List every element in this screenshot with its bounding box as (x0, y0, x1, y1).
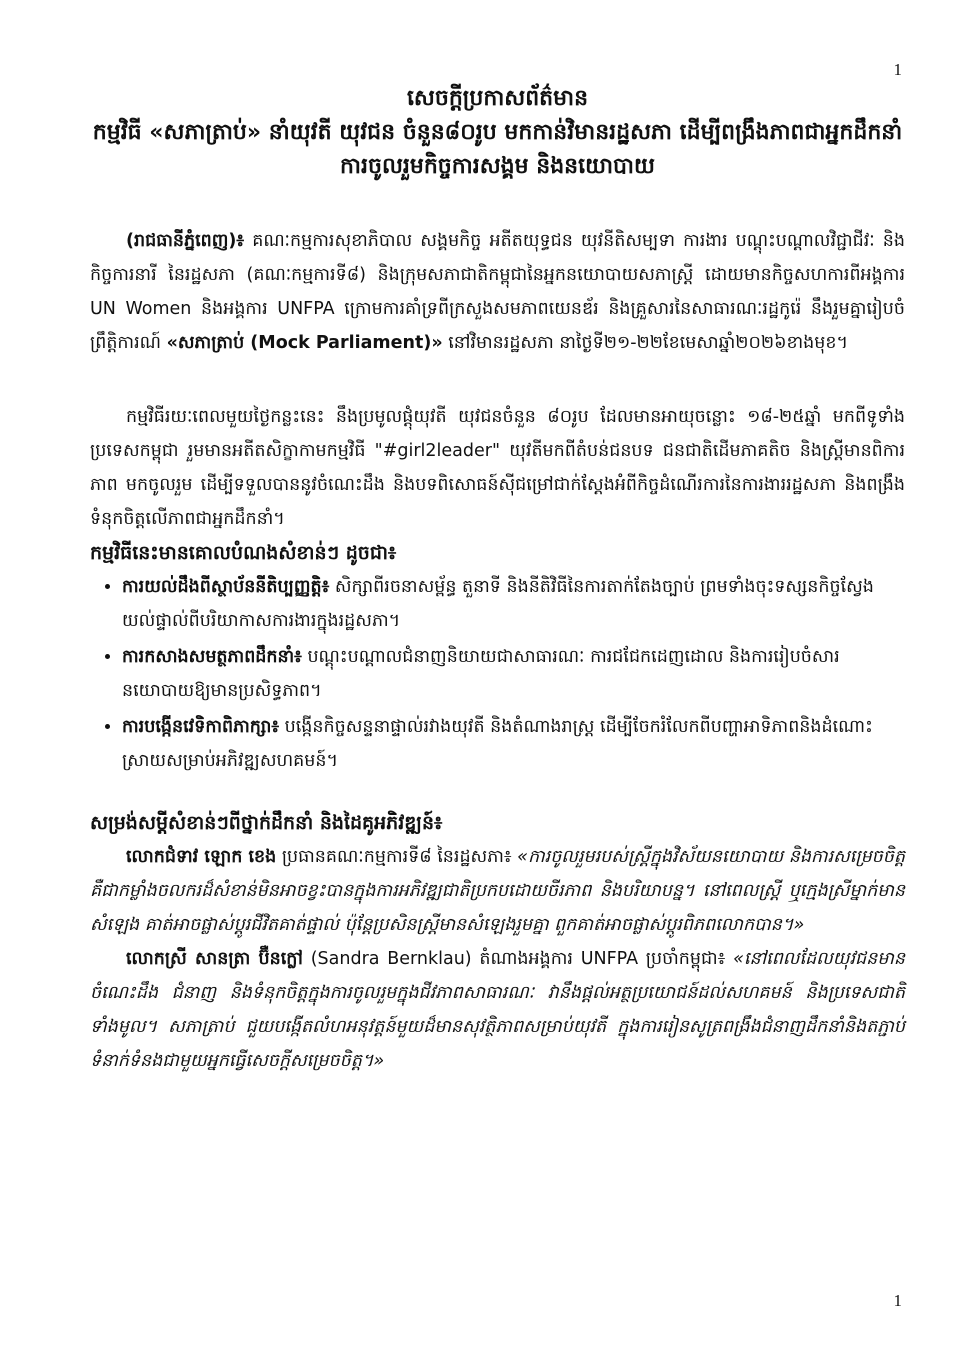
goal-item (122, 570, 905, 638)
quote-paragraph (90, 942, 905, 1078)
goal-title: ការយល់ដឹងពីស្ថាប័ននីតិប្បញ្ញត្តិ៖ (122, 577, 330, 597)
goals-heading: កម្មវិធីនេះមានគោលបំណងសំខាន់ៗ ដូចជា៖ (90, 542, 397, 564)
dateline: (រាជធានីភ្នំពេញ)៖ (126, 231, 245, 251)
speaker-name: លោកស្រី សានត្រា ប៊ឺនក្លៅ (126, 949, 303, 969)
quote-paragraph (90, 840, 905, 942)
intro-text: គណៈកម្មការសុខាភិបាល សង្គមកិច្ច អតីតយុទ្ធជន យុវនីតិសម្បទា ការងារ បណ្តុះបណ្តាលវិជ្ជាជីវៈ និងកិច្ចការនារី នៃរដ្ឋសភា (គណៈកម្មការទី៨) និងក្រុមសភាជាតិកម្ពុជានៃអ្នកនយោបាយសភាស្ត្រី ដោយមានកិច្ចសហការពីអង្គការ UN Women និងអង្គការ UNFPA ក្រោមការគាំទ្រពីក្រសួងសមភាពយេនឌ័រ និងគ្រួសារនៃសាធារណៈរដ្ឋកូរ៉េ នឹងរួមគ្នារៀបចំព្រឹត្តិការណ៍ (90, 231, 905, 353)
goal-text: សិក្សាពីរចនាសម្ព័ន្ធ តួនាទី និងនីតិវិធីនៃការតាក់តែងច្បាប់ ព្រមទាំងចុះទស្សនកិច្ចស្វែងយល់ផ្ទាល់ពីបរិយាកាសការងារក្នុងរដ្ឋសភា។ (122, 577, 874, 631)
speaker-quote: «នៅពេលដែលយុវជនមានចំណេះដឹង ជំនាញ និងទំនុកចិត្តក្នុងការចូលរួមក្នុងជីវភាពសាធារណៈ វានឹងផ្តល់អត្ថប្រយោជន៍ដល់សហគមន៍ និងប្រទេសជាតិទាំងមូល។ សភាត្រាប់ ជួយបង្កើតលំហអនុវត្តន៍មួយដ៏មានសុវត្ថិភាពសម្រាប់យុវតី ក្នុងការរៀនសូត្រពង្រឹងជំនាញដឹកនាំនិងតភ្ជាប់ទំនាក់ទំនងជាមួយអ្នកធ្វើសេចក្តីសម្រេចចិត្ត។» (90, 949, 905, 1071)
document-headline: កម្មវិធី «សភាត្រាប់» នាំយុវតី យុវជន ចំនួន៨០រូប មកកាន់វិមានរដ្ឋសភា ដើម្បីពង្រឹងភាពជាអ្នកដឹកនាំ (92, 120, 903, 145)
goal-item (122, 640, 905, 708)
quotes-heading: សម្រង់សម្តីសំខាន់ៗពីថ្នាក់ដឹកនាំ និងដៃគូអភិវឌ្ឍន៍៖ (90, 812, 443, 834)
intro-paragraph (90, 224, 905, 360)
speaker-role: ប្រធានគណៈកម្មការទី៨ នៃរដ្ឋសភា៖ (276, 847, 518, 867)
goal-item (122, 710, 905, 778)
speaker-quote: «ការចូលរួមរបស់ស្ត្រីក្នុងវិស័យនយោបាយ និងការសម្រេចចិត្ត គឺជាកម្លាំងចលករដ៏សំខាន់មិនអាចខ្វះបានក្នុងការអភិវឌ្ឍជាតិប្រកបដោយចីរភាព និងបរិយាបន្ន។ នៅពេលស្ត្រី ឬក្មេងស្រីម្នាក់មានសំឡេង គាត់អាចផ្លាស់ប្តូរជីវិតគាត់ផ្ទាល់ ប៉ុន្តែប្រសិនស្ត្រីមានសំឡេងរួមគ្នា ពួកគាត់អាចផ្លាស់ប្តូរពិភពលោកបាន។» (90, 847, 906, 935)
page-number-top: 1 (893, 60, 902, 79)
goal-text: បង្កើនកិច្ចសន្ទនាផ្ទាល់រវាងយុវតី និងតំណាងរាស្ត្រ ដើម្បីចែករំលែកពីបញ្ហាអាទិភាពនិងដំណោះស្រាយសម្រាប់អភិវឌ្ឍសហគមន៍។ (122, 717, 873, 771)
program-paragraph: កម្មវិធីរយៈពេលមួយថ្ងៃកន្លះនេះ នឹងប្រមូលផ្តុំយុវតី យុវជនចំនួន ៨០រូប ដែលមានអាយុចន្លោះ ១៨-២៥ឆ្នាំ មកពីទូទាំងប្រទេសកម្ពុជា រួមមានអតីតសិក្ខាកាមកម្មវិធី "#girl2leader" យុវតីមកពីតំបន់ជនបទ ជនជាតិដើមភាគតិច និងស្ត្រីមានពិការភាព មកចូលរួម ដើម្បីទទួលបាននូវចំណេះដឹង និងបទពិសោធន៍ស៊ីជម្រៅជាក់ស្តែងអំពីកិច្ចដំណើរការនៃការងាររដ្ឋសភា និងពង្រឹងទំនុកចិត្តលើភាពជាអ្នកដឹកនាំ។ (90, 407, 905, 529)
intro-text-end: នៅវិមានរដ្ឋសភា នាថ្ងៃទី២១-២២ខែមេសាឆ្នាំ២០២៦ខាងមុខ។ (442, 333, 849, 353)
goals-list (90, 570, 905, 778)
page-number-bottom: 1 (893, 1291, 902, 1310)
document-subheadline: ការចូលរួមកិច្ចការសង្គម និងនយោបាយ (340, 154, 655, 179)
speaker-role: (Sandra Bernklau) តំណាងអង្គការ UNFPA ប្រចាំកម្ពុជា៖ (302, 949, 734, 969)
goal-text: បណ្តុះបណ្តាលជំនាញនិយាយជាសាធារណៈ ការជជែកដេញដោល និងការរៀបចំសារនយោបាយឱ្យមានប្រសិទ្ធភាព។ (122, 647, 840, 701)
goal-title: ការបង្កើនវេទិកាពិភាក្សា៖ (122, 717, 280, 737)
goal-title: ការកសាងសមត្ថភាពដឹកនាំ៖ (122, 647, 302, 667)
speaker-name: លោកជំទាវ ឡោក ខេង (126, 847, 277, 867)
document-title: សេចក្តីប្រកាសព័ត៌មាន (406, 86, 589, 111)
document-body (90, 82, 905, 1078)
event-name: «សភាត្រាប់ (Mock Parliament)» (166, 333, 443, 353)
